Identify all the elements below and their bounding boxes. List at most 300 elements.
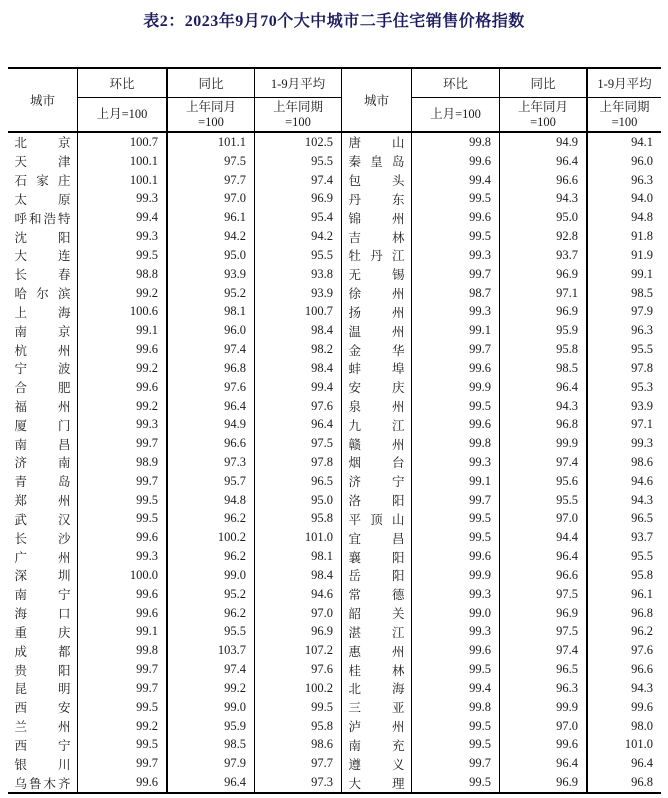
city-name: 赣 州 [348,437,405,452]
city-cell [8,227,78,246]
city-cell [342,528,412,547]
yoy-cell: 94.4 [500,528,588,547]
city-cell [342,754,412,773]
mom-cell: 99.5 [412,717,500,736]
city-cell [8,491,78,510]
city-name: 南 昌 [14,437,71,452]
yoy-cell: 96.2 [168,547,255,566]
city-cell [8,397,78,416]
mom-cell: 99.6 [78,528,168,547]
avg-cell: 98.4 [255,566,342,585]
table-header [8,69,661,133]
yoy-cell: 97.9 [168,754,255,773]
mom-cell: 99.6 [412,208,500,227]
city-name: 无 锡 [348,268,405,283]
avg-cell: 93.8 [255,265,342,284]
city-name: 遵 义 [348,757,405,772]
yoy-cell: 99.9 [500,698,588,717]
city-name: 泉 州 [348,400,405,414]
city-name: 贵 阳 [14,663,71,678]
mom-cell: 99.7 [78,660,168,679]
city-cell [342,773,412,792]
avg-cell: 94.6 [255,585,342,604]
city-cell [342,189,412,208]
header-yoy-base-line2: =100 [530,114,556,129]
mom-cell: 99.6 [78,604,168,623]
mom-cell: 99.6 [78,340,168,359]
city-name: 包 头 [348,174,405,189]
yoy-cell: 95.9 [168,717,255,736]
yoy-cell: 93.7 [500,246,588,265]
city-name: 北 海 [348,682,405,697]
yoy-cell: 97.4 [500,453,588,472]
header-mom-base-left [78,98,168,131]
avg-cell: 93.9 [631,398,653,413]
city-name: 安 庆 [348,381,405,396]
yoy-cell: 94.3 [500,397,588,416]
yoy-cell: 96.4 [500,152,588,171]
avg-cell: 97.6 [255,660,342,679]
yoy-cell: 95.5 [168,623,255,642]
mom-cell: 99.3 [412,585,500,604]
city-name: 银 川 [14,757,71,772]
city-name: 宁 波 [14,362,71,377]
avg-cell: 96.9 [255,189,342,208]
header-avg-left: 1-9月平均 [255,69,342,98]
yoy-cell: 97.3 [168,453,255,472]
city-cell [8,208,78,227]
city-cell [8,378,78,397]
yoy-cell: 96.4 [500,378,588,397]
mom-cell: 99.7 [412,754,500,773]
city-cell [8,566,78,585]
avg-cell: 93.9 [255,284,342,303]
city-cell [8,660,78,679]
yoy-cell: 97.4 [168,340,255,359]
city-cell [8,773,78,792]
city-name: 唐 山 [348,136,405,151]
yoy-cell: 97.0 [500,510,588,529]
avg-cell: 101.0 [624,737,653,752]
avg-cell: 97.6 [631,643,653,658]
avg-cell: 100.7 [255,302,342,321]
avg-cell: 96.5 [255,472,342,491]
city-cell [8,679,78,698]
city-cell [342,717,412,736]
city-cell [8,585,78,604]
yoy-cell: 96.0 [168,321,255,340]
city-cell [342,171,412,190]
city-cell [342,359,412,378]
yoy-cell: 96.9 [500,302,588,321]
city-name: 海 口 [14,607,71,622]
mom-cell: 99.3 [78,547,168,566]
header-yoy-left: 同比 [168,69,255,98]
avg-cell: 100.2 [255,679,342,698]
mom-cell: 99.4 [412,679,500,698]
avg-cell: 96.2 [631,624,653,639]
yoy-cell: 99.6 [500,736,588,755]
city-name: 福 州 [14,400,71,414]
city-name: 扬 州 [348,305,405,320]
avg-cell: 101.0 [255,528,342,547]
city-name: 烟 台 [348,456,405,471]
avg-cell: 94.3 [631,680,653,695]
mom-cell: 99.9 [412,378,500,397]
city-cell [342,736,412,755]
avg-cell: 98.2 [255,340,342,359]
yoy-cell: 94.8 [168,491,255,510]
city-cell [342,641,412,660]
avg-cell: 97.5 [255,434,342,453]
avg-cell: 96.4 [255,415,342,434]
mom-cell: 99.7 [78,679,168,698]
yoy-cell: 96.9 [500,604,588,623]
table-body [8,133,661,794]
city-cell [342,547,412,566]
city-cell [8,528,78,547]
city-name: 秦 皇 岛 [348,155,405,170]
yoy-cell: 97.0 [168,189,255,208]
city-cell [342,510,412,529]
city-cell [342,415,412,434]
city-cell [8,717,78,736]
avg-cell: 97.8 [631,360,653,375]
yoy-cell: 96.2 [168,604,255,623]
avg-cell: 98.6 [255,736,342,755]
city-name: 西 宁 [14,738,71,753]
avg-cell: 95.0 [255,491,342,510]
city-cell [8,284,78,303]
city-name: 温 州 [348,324,405,339]
city-cell [8,265,78,284]
header-mom-right: 环比 [412,69,500,98]
header-city-left: 城市 [8,69,78,131]
mom-cell: 99.3 [78,227,168,246]
avg-cell: 96.9 [255,623,342,642]
city-cell [342,302,412,321]
city-cell [8,133,78,152]
avg-cell: 98.4 [255,359,342,378]
city-name: 南 京 [14,324,71,339]
yoy-cell: 95.0 [500,208,588,227]
header-avg-base-line2: =100 [285,114,311,129]
city-name: 深 圳 [14,569,71,584]
yoy-cell: 94.9 [168,415,255,434]
avg-cell: 94.0 [631,191,653,206]
mom-cell: 99.5 [78,246,168,265]
avg-cell: 97.4 [255,171,342,190]
city-cell [342,340,412,359]
yoy-cell: 96.5 [500,660,588,679]
mom-cell: 99.1 [412,321,500,340]
avg-cell: 97.6 [255,397,342,416]
header-yoy-base-line1: 上年同月 [185,99,236,114]
mom-cell: 99.7 [78,434,168,453]
yoy-cell: 99.0 [168,698,255,717]
yoy-cell: 97.5 [168,152,255,171]
city-cell [342,133,412,152]
city-name: 南 充 [348,738,405,753]
city-name: 杭 州 [14,343,71,358]
yoy-cell: 96.4 [168,397,255,416]
mom-cell: 99.2 [78,284,168,303]
city-cell [8,641,78,660]
city-name: 兰 州 [14,720,71,735]
city-cell [8,321,78,340]
yoy-cell: 99.9 [500,434,588,453]
header-city-right: 城市 [342,69,412,131]
avg-cell: 97.3 [255,773,342,792]
city-name: 广 州 [14,550,71,565]
yoy-cell: 96.1 [168,208,255,227]
city-name: 上 海 [14,305,71,320]
avg-cell: 91.9 [631,247,653,262]
mom-cell: 99.6 [412,152,500,171]
city-name: 洛 阳 [348,494,405,509]
header-avg-base-line1: 上年同期 [272,99,323,114]
yoy-cell: 98.1 [168,302,255,321]
header-yoy-base-left [168,98,255,131]
header-yoy-base-right [500,98,588,131]
city-cell [342,472,412,491]
avg-cell: 97.8 [255,453,342,472]
city-name: 金 华 [348,343,405,358]
yoy-cell: 95.5 [500,491,588,510]
avg-cell: 98.0 [631,718,653,733]
city-cell [8,453,78,472]
avg-cell: 95.5 [255,246,342,265]
mom-cell: 98.9 [78,453,168,472]
city-name: 常 德 [348,588,405,603]
yoy-cell: 100.2 [168,528,255,547]
city-name: 韶 关 [348,607,405,622]
city-cell [8,434,78,453]
mom-cell: 99.1 [412,472,500,491]
yoy-cell: 96.9 [500,773,588,792]
mom-cell: 99.6 [78,378,168,397]
mom-cell: 100.0 [78,566,168,585]
city-name: 昆 明 [14,682,71,697]
yoy-cell: 99.0 [168,566,255,585]
city-name: 武 汉 [14,512,71,527]
avg-cell: 99.6 [631,699,653,714]
avg-cell: 97.0 [255,604,342,623]
city-cell [342,265,412,284]
city-name: 合 肥 [14,381,71,396]
city-cell [342,660,412,679]
city-cell [342,152,412,171]
yoy-cell: 96.4 [168,773,255,792]
avg-cell: 107.2 [255,641,342,660]
city-cell [8,246,78,265]
city-name: 西 安 [14,701,71,716]
mom-cell: 99.6 [78,585,168,604]
mom-cell: 99.5 [78,510,168,529]
city-cell [342,378,412,397]
yoy-cell: 95.0 [168,246,255,265]
yoy-cell: 95.7 [168,472,255,491]
yoy-cell: 96.4 [500,547,588,566]
mom-cell: 99.5 [412,189,500,208]
header-avg-base-line1: 上年同期 [599,99,650,114]
yoy-cell: 97.4 [500,641,588,660]
avg-cell: 102.5 [255,133,342,152]
avg-cell: 95.8 [255,717,342,736]
mom-cell: 99.2 [78,359,168,378]
yoy-cell: 94.2 [168,227,255,246]
header-yoy-right: 同比 [500,69,588,98]
header-avg-right: 1-9月平均 [588,69,661,98]
city-name: 呼 和 浩 特 [14,211,71,226]
city-cell [8,302,78,321]
yoy-cell: 98.5 [168,736,255,755]
city-name: 桂 林 [348,663,405,678]
yoy-cell: 96.2 [168,510,255,529]
city-name: 湛 江 [348,625,405,640]
avg-cell: 94.6 [631,473,653,488]
city-name: 惠 州 [348,644,405,659]
city-name: 济 宁 [348,475,405,490]
yoy-cell: 96.8 [500,415,588,434]
mom-cell: 100.1 [78,152,168,171]
city-name: 南 宁 [14,588,71,603]
yoy-cell: 96.9 [500,265,588,284]
mom-cell: 99.7 [78,754,168,773]
mom-cell: 99.7 [78,472,168,491]
yoy-cell: 96.6 [500,566,588,585]
avg-cell: 95.5 [255,152,342,171]
city-name: 青 岛 [14,475,71,490]
city-cell [8,547,78,566]
city-name: 重 庆 [14,625,71,640]
city-cell [342,585,412,604]
mom-cell: 99.2 [78,397,168,416]
mom-cell: 99.4 [412,171,500,190]
city-name: 平 顶 山 [348,512,405,527]
header-avg-base-left [255,98,342,131]
avg-cell: 94.1 [631,134,653,149]
yoy-cell: 94.3 [500,189,588,208]
mom-cell: 99.7 [412,340,500,359]
city-cell [8,340,78,359]
mom-cell: 99.5 [412,660,500,679]
yoy-cell: 97.5 [500,585,588,604]
mom-cell: 98.8 [78,265,168,284]
city-name: 郑 州 [14,494,71,509]
mom-cell: 99.5 [78,736,168,755]
avg-cell: 97.7 [255,754,342,773]
yoy-cell: 95.9 [500,321,588,340]
yoy-cell: 95.6 [500,472,588,491]
avg-cell: 95.3 [631,379,653,394]
city-name: 九 江 [348,418,405,433]
avg-cell: 94.3 [631,492,653,507]
city-cell [342,623,412,642]
city-cell [8,359,78,378]
yoy-cell: 97.7 [168,171,255,190]
yoy-cell: 97.1 [500,284,588,303]
yoy-cell: 93.9 [168,265,255,284]
mom-cell: 99.6 [412,547,500,566]
avg-cell: 99.5 [255,698,342,717]
mom-cell: 99.4 [78,208,168,227]
mom-cell: 99.5 [412,736,500,755]
header-avg-base-line2: =100 [611,114,638,129]
city-cell [342,566,412,585]
avg-cell: 96.8 [631,605,653,620]
yoy-cell: 97.0 [500,717,588,736]
mom-cell: 99.7 [412,265,500,284]
avg-cell: 95.4 [255,208,342,227]
mom-cell: 99.6 [412,415,500,434]
avg-cell: 98.4 [255,321,342,340]
mom-cell: 99.8 [78,641,168,660]
mom-cell: 99.6 [78,773,168,792]
city-name: 大 理 [348,776,405,791]
avg-cell: 96.3 [631,323,653,338]
yoy-cell: 95.8 [500,340,588,359]
yoy-cell: 98.5 [500,359,588,378]
yoy-cell: 99.2 [168,679,255,698]
city-cell [342,698,412,717]
avg-cell: 96.0 [631,153,653,168]
table-title: 表2：2023年9月70个大中城市二手住宅销售价格指数 [143,13,525,30]
city-name: 哈 尔 滨 [14,287,71,302]
header-mom-base-right [412,98,500,131]
city-name: 宜 昌 [348,531,405,546]
city-cell [8,698,78,717]
yoy-cell: 97.4 [168,660,255,679]
mom-cell: 99.5 [412,397,500,416]
avg-cell: 98.5 [631,285,653,300]
city-name: 吉 林 [348,230,405,245]
city-name: 大 连 [14,249,71,264]
city-name: 锦 州 [348,211,405,226]
mom-cell: 99.3 [78,415,168,434]
avg-cell: 96.6 [631,662,653,677]
yoy-cell: 96.6 [168,434,255,453]
mom-cell: 99.8 [412,434,500,453]
city-name: 厦 门 [14,418,71,433]
yoy-cell: 92.8 [500,227,588,246]
city-cell [342,604,412,623]
city-name: 三 亚 [348,701,405,716]
city-cell [8,171,78,190]
mom-cell: 99.5 [412,510,500,529]
avg-cell: 99.4 [255,378,342,397]
header-yoy-base-line2: =100 [198,114,224,129]
header-mom-base-text: 上月=100 [430,107,481,121]
city-name: 丹 东 [348,192,405,207]
city-name: 蚌 埠 [348,362,405,377]
city-cell [8,754,78,773]
mom-cell: 99.3 [412,246,500,265]
mom-cell: 99.5 [412,227,500,246]
city-cell [342,491,412,510]
city-cell [342,227,412,246]
avg-cell: 98.1 [255,547,342,566]
mom-cell: 99.3 [412,453,500,472]
yoy-cell: 95.2 [168,585,255,604]
city-cell [8,623,78,642]
city-cell [8,510,78,529]
city-cell [342,321,412,340]
city-name: 天 津 [14,155,71,170]
city-name: 岳 阳 [348,569,405,584]
avg-cell: 96.5 [631,511,653,526]
header-avg-base-right [588,98,661,131]
